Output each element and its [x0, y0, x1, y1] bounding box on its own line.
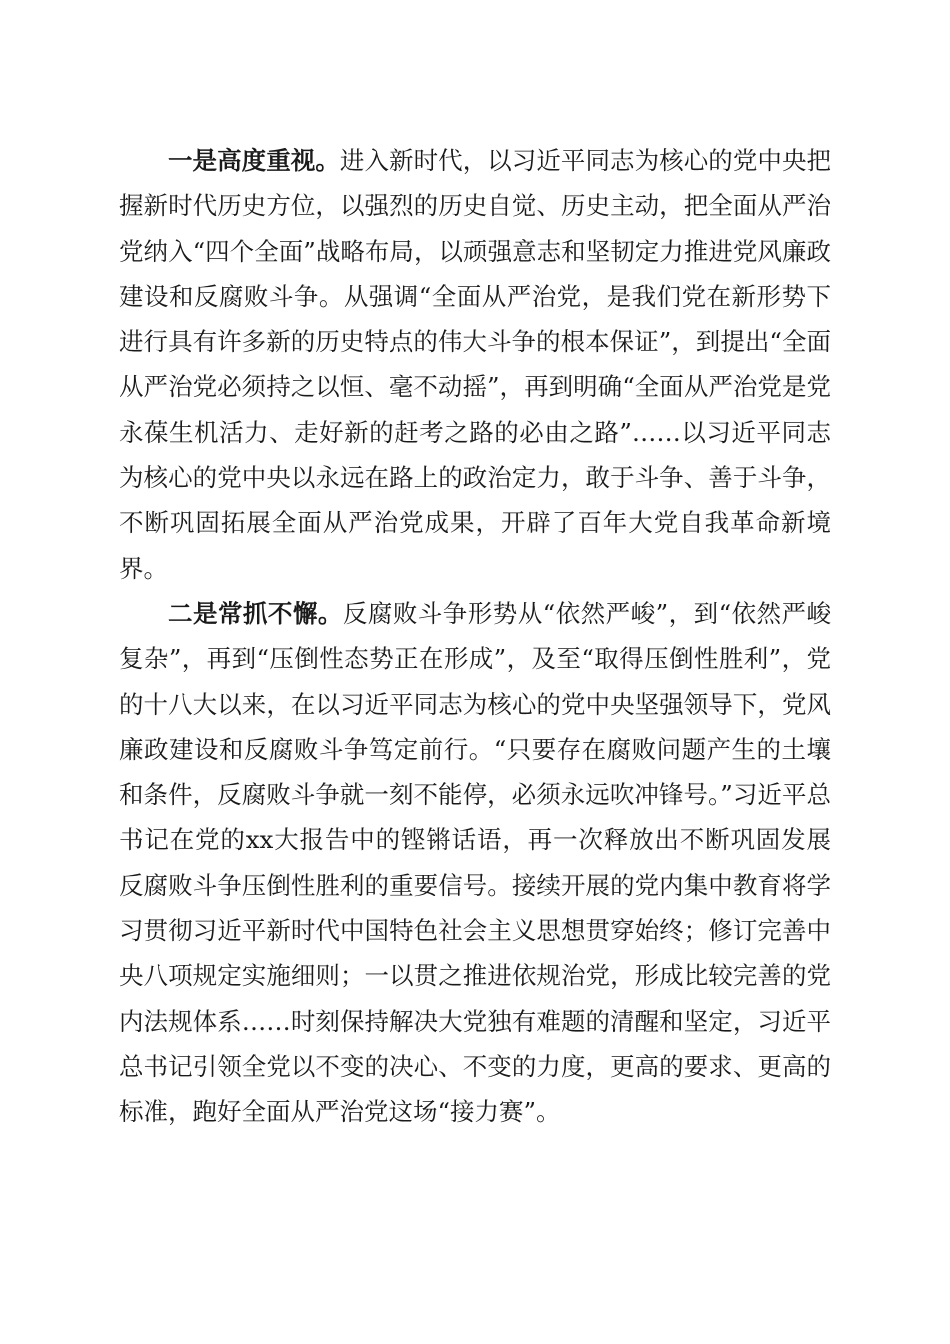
paragraph-2-text: 反腐败斗争形势从“依然严峻”，到“依然严峻复杂”，再到“压倒性态势正在形成”，及至“取得压倒性胜利”，党的十八大以来，在以习近平同志为核心的党中央坚强领导下，党风廉政建设和反腐败斗争笃定前行。“只要存在腐败问题产生的土壤和条件，反腐败斗争就一刻不能停，必须永远吹冲锋号。”习近平总书记在党的xx大报告中的铿锵话语，再一次释放出不断巩固发展反腐败斗争压倒性胜利的重要信号。接续开展的党内集中教育将学习贯彻习近平新时代中国特色社会主义思想贯穿始终；修订完善中央八项规定实施细则；一以贯之推进依规治党，形成比较完善的党内法规体系……时刻保持解决大党独有难题的清醒和坚定，习近平总书记引领全党以不变的决心、不变的力度，更高的要求、更高的标准，跑好全面从严治党这场“接力赛”。: [119, 598, 832, 1127]
paragraph-1-text: 进入新时代，以习近平同志为核心的党中央把握新时代历史方位，以强烈的历史自觉、历史主动，把全面从严治党纳入“四个全面”战略布局，以顽强意志和坚韧定力推进党风廉政建设和反腐败斗争。从强调“全面从严治党，是我们党在新形势下进行具有许多新的历史特点的伟大斗争的根本保证”，到提出“全面从严治党必须持之以恒、毫不动摇”，再到明确“全面从严治党是党永葆生机活力、走好新的赶考之路的必由之路”……以习近平同志为核心的党中央以永远在路上的政治定力，敢于斗争、善于斗争，不断巩固拓展全面从严治党成果，开辟了百年大党自我革命新境界。: [119, 146, 832, 583]
paragraph-2-lead: 二是常抓不懈。: [168, 598, 343, 628]
paragraph-2: [119, 591, 831, 1135]
document-body: [119, 138, 831, 1135]
paragraph-1: [119, 138, 831, 591]
paragraph-1-lead: 一是高度重视。: [168, 146, 340, 175]
